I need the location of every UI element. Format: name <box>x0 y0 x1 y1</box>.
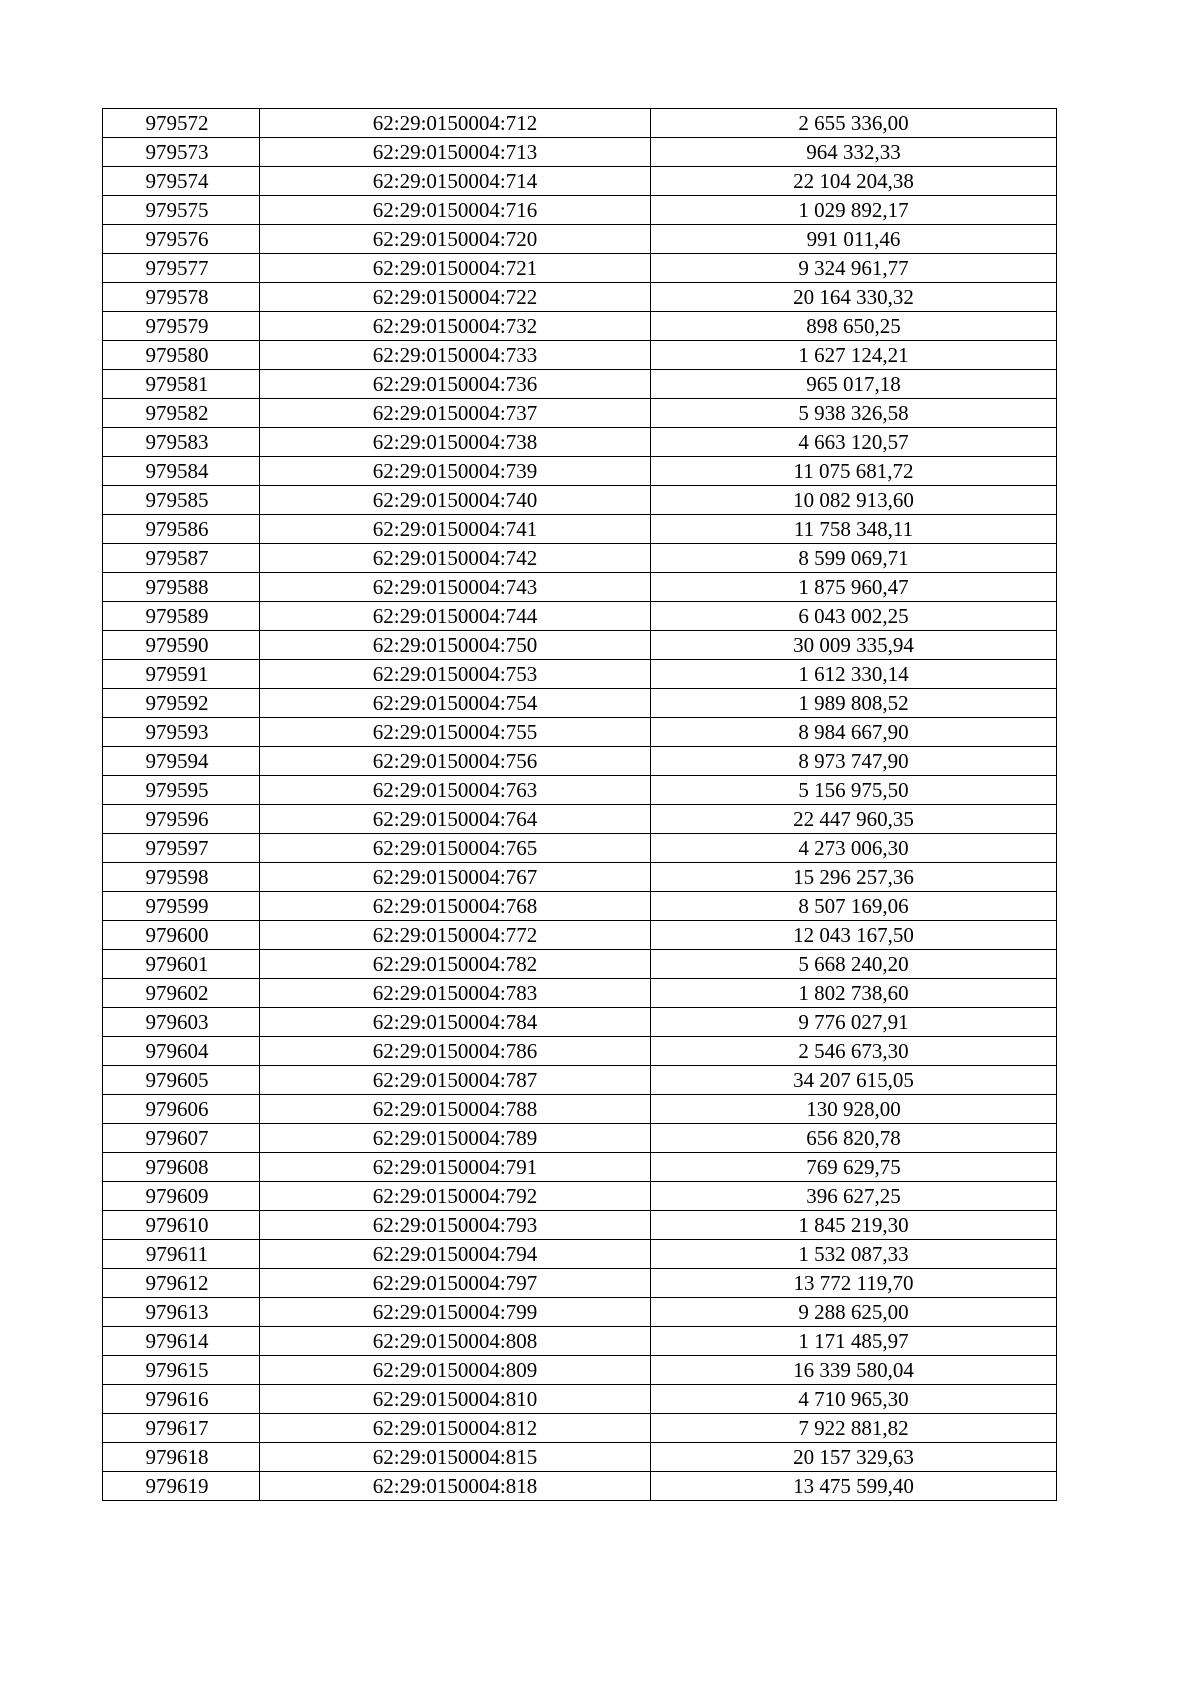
table-row <box>103 1095 1057 1124</box>
row-number-cell: 979593 <box>103 718 260 747</box>
row-number-cell: 979608 <box>103 1153 260 1182</box>
row-number-cell: 979615 <box>103 1356 260 1385</box>
row-number-cell: 979591 <box>103 660 260 689</box>
cadastral-number-cell: 62:29:0150004:740 <box>260 486 651 515</box>
cadastral-number-cell: 62:29:0150004:787 <box>260 1066 651 1095</box>
cadastral-value-cell: 6 043 002,25 <box>651 602 1057 631</box>
row-number-cell: 979614 <box>103 1327 260 1356</box>
cadastral-value-cell: 12 043 167,50 <box>651 921 1057 950</box>
row-number-cell: 979619 <box>103 1472 260 1501</box>
cadastral-value-cell: 396 627,25 <box>651 1182 1057 1211</box>
cadastral-value-cell: 13 475 599,40 <box>651 1472 1057 1501</box>
table-row <box>103 486 1057 515</box>
row-number-cell: 979613 <box>103 1298 260 1327</box>
cadastral-number-cell: 62:29:0150004:750 <box>260 631 651 660</box>
row-number-cell: 979572 <box>103 109 260 138</box>
row-number-cell: 979573 <box>103 138 260 167</box>
cadastral-value-cell: 10 082 913,60 <box>651 486 1057 515</box>
cadastral-value-cell: 1 989 808,52 <box>651 689 1057 718</box>
cadastral-value-cell: 1 627 124,21 <box>651 341 1057 370</box>
table-row <box>103 370 1057 399</box>
cadastral-value-cell: 1 532 087,33 <box>651 1240 1057 1269</box>
table-row <box>103 109 1057 138</box>
cadastral-number-cell: 62:29:0150004:791 <box>260 1153 651 1182</box>
cadastral-number-cell: 62:29:0150004:799 <box>260 1298 651 1327</box>
row-number-cell: 979589 <box>103 602 260 631</box>
table-row <box>103 312 1057 341</box>
row-number-cell: 979607 <box>103 1124 260 1153</box>
row-number-cell: 979618 <box>103 1443 260 1472</box>
table-row <box>103 805 1057 834</box>
cadastral-number-cell: 62:29:0150004:815 <box>260 1443 651 1472</box>
table-row <box>103 892 1057 921</box>
cadastral-value-cell: 964 332,33 <box>651 138 1057 167</box>
table-row <box>103 1124 1057 1153</box>
table-row <box>103 660 1057 689</box>
cadastral-number-cell: 62:29:0150004:768 <box>260 892 651 921</box>
table-row <box>103 1269 1057 1298</box>
row-number-cell: 979580 <box>103 341 260 370</box>
cadastral-value-cell: 4 710 965,30 <box>651 1385 1057 1414</box>
cadastral-value-cell: 20 164 330,32 <box>651 283 1057 312</box>
row-number-cell: 979610 <box>103 1211 260 1240</box>
table-row <box>103 1298 1057 1327</box>
table-row <box>103 138 1057 167</box>
cadastral-number-cell: 62:29:0150004:741 <box>260 515 651 544</box>
cadastral-value-cell: 4 273 006,30 <box>651 834 1057 863</box>
table-row <box>103 457 1057 486</box>
row-number-cell: 979602 <box>103 979 260 1008</box>
cadastral-number-cell: 62:29:0150004:743 <box>260 573 651 602</box>
row-number-cell: 979586 <box>103 515 260 544</box>
cadastral-number-cell: 62:29:0150004:763 <box>260 776 651 805</box>
cadastral-number-cell: 62:29:0150004:755 <box>260 718 651 747</box>
table-row <box>103 1066 1057 1095</box>
cadastral-value-cell: 1 875 960,47 <box>651 573 1057 602</box>
cadastral-value-cell: 1 802 738,60 <box>651 979 1057 1008</box>
row-number-cell: 979588 <box>103 573 260 602</box>
table-row <box>103 1153 1057 1182</box>
cadastral-number-cell: 62:29:0150004:744 <box>260 602 651 631</box>
table-row <box>103 341 1057 370</box>
table-row <box>103 1037 1057 1066</box>
cadastral-number-cell: 62:29:0150004:765 <box>260 834 651 863</box>
cadastral-number-cell: 62:29:0150004:742 <box>260 544 651 573</box>
table-row <box>103 1472 1057 1501</box>
cadastral-value-cell: 11 758 348,11 <box>651 515 1057 544</box>
table-row <box>103 225 1057 254</box>
cadastral-value-cell: 1 845 219,30 <box>651 1211 1057 1240</box>
cadastral-number-cell: 62:29:0150004:783 <box>260 979 651 1008</box>
cadastral-number-cell: 62:29:0150004:722 <box>260 283 651 312</box>
cadastral-number-cell: 62:29:0150004:793 <box>260 1211 651 1240</box>
row-number-cell: 979587 <box>103 544 260 573</box>
cadastral-number-cell: 62:29:0150004:808 <box>260 1327 651 1356</box>
table-row <box>103 196 1057 225</box>
cadastral-number-cell: 62:29:0150004:720 <box>260 225 651 254</box>
row-number-cell: 979601 <box>103 950 260 979</box>
row-number-cell: 979600 <box>103 921 260 950</box>
table-row <box>103 1356 1057 1385</box>
row-number-cell: 979594 <box>103 747 260 776</box>
cadastral-number-cell: 62:29:0150004:812 <box>260 1414 651 1443</box>
table-row <box>103 254 1057 283</box>
cadastral-number-cell: 62:29:0150004:784 <box>260 1008 651 1037</box>
cadastral-value-cell: 769 629,75 <box>651 1153 1057 1182</box>
row-number-cell: 979599 <box>103 892 260 921</box>
table-row <box>103 689 1057 718</box>
table-row <box>103 1240 1057 1269</box>
table-row <box>103 747 1057 776</box>
table-row <box>103 921 1057 950</box>
cadastral-number-cell: 62:29:0150004:789 <box>260 1124 651 1153</box>
row-number-cell: 979579 <box>103 312 260 341</box>
table-row <box>103 602 1057 631</box>
cadastral-value-cell: 13 772 119,70 <box>651 1269 1057 1298</box>
cadastral-value-cell: 5 156 975,50 <box>651 776 1057 805</box>
row-number-cell: 979582 <box>103 399 260 428</box>
row-number-cell: 979574 <box>103 167 260 196</box>
table-row <box>103 834 1057 863</box>
table-row <box>103 950 1057 979</box>
table-row <box>103 1008 1057 1037</box>
cadastral-number-cell: 62:29:0150004:738 <box>260 428 651 457</box>
row-number-cell: 979595 <box>103 776 260 805</box>
cadastral-number-cell: 62:29:0150004:736 <box>260 370 651 399</box>
cadastral-value-cell: 130 928,00 <box>651 1095 1057 1124</box>
cadastral-value-cell: 22 104 204,38 <box>651 167 1057 196</box>
table-row <box>103 979 1057 1008</box>
cadastral-value-cell: 2 546 673,30 <box>651 1037 1057 1066</box>
row-number-cell: 979605 <box>103 1066 260 1095</box>
row-number-cell: 979585 <box>103 486 260 515</box>
cadastral-value-table <box>102 108 1057 1501</box>
cadastral-number-cell: 62:29:0150004:810 <box>260 1385 651 1414</box>
row-number-cell: 979581 <box>103 370 260 399</box>
table-row <box>103 544 1057 573</box>
cadastral-number-cell: 62:29:0150004:792 <box>260 1182 651 1211</box>
row-number-cell: 979606 <box>103 1095 260 1124</box>
table-row <box>103 515 1057 544</box>
cadastral-number-cell: 62:29:0150004:797 <box>260 1269 651 1298</box>
table-row <box>103 428 1057 457</box>
table-row <box>103 1385 1057 1414</box>
table-row <box>103 863 1057 892</box>
table-row <box>103 1182 1057 1211</box>
cadastral-number-cell: 62:29:0150004:737 <box>260 399 651 428</box>
table-row <box>103 1211 1057 1240</box>
row-number-cell: 979577 <box>103 254 260 283</box>
cadastral-value-cell: 20 157 329,63 <box>651 1443 1057 1472</box>
cadastral-value-cell: 965 017,18 <box>651 370 1057 399</box>
cadastral-number-cell: 62:29:0150004:767 <box>260 863 651 892</box>
cadastral-value-cell: 1 029 892,17 <box>651 196 1057 225</box>
cadastral-number-cell: 62:29:0150004:772 <box>260 921 651 950</box>
table-row <box>103 776 1057 805</box>
table-row <box>103 399 1057 428</box>
cadastral-value-cell: 9 288 625,00 <box>651 1298 1057 1327</box>
row-number-cell: 979578 <box>103 283 260 312</box>
cadastral-value-cell: 656 820,78 <box>651 1124 1057 1153</box>
row-number-cell: 979575 <box>103 196 260 225</box>
table-body <box>103 109 1057 1501</box>
table-row <box>103 1414 1057 1443</box>
cadastral-value-cell: 7 922 881,82 <box>651 1414 1057 1443</box>
table-row <box>103 573 1057 602</box>
cadastral-number-cell: 62:29:0150004:756 <box>260 747 651 776</box>
table-row <box>103 1443 1057 1472</box>
cadastral-value-cell: 8 507 169,06 <box>651 892 1057 921</box>
cadastral-number-cell: 62:29:0150004:794 <box>260 1240 651 1269</box>
cadastral-value-cell: 1 612 330,14 <box>651 660 1057 689</box>
cadastral-value-cell: 11 075 681,72 <box>651 457 1057 486</box>
cadastral-value-cell: 5 938 326,58 <box>651 399 1057 428</box>
row-number-cell: 979592 <box>103 689 260 718</box>
row-number-cell: 979604 <box>103 1037 260 1066</box>
row-number-cell: 979609 <box>103 1182 260 1211</box>
cadastral-number-cell: 62:29:0150004:721 <box>260 254 651 283</box>
cadastral-value-cell: 8 599 069,71 <box>651 544 1057 573</box>
cadastral-value-cell: 1 171 485,97 <box>651 1327 1057 1356</box>
cadastral-value-cell: 991 011,46 <box>651 225 1057 254</box>
cadastral-value-cell: 8 973 747,90 <box>651 747 1057 776</box>
cadastral-number-cell: 62:29:0150004:788 <box>260 1095 651 1124</box>
row-number-cell: 979612 <box>103 1269 260 1298</box>
cadastral-value-cell: 16 339 580,04 <box>651 1356 1057 1385</box>
row-number-cell: 979598 <box>103 863 260 892</box>
cadastral-number-cell: 62:29:0150004:713 <box>260 138 651 167</box>
cadastral-number-cell: 62:29:0150004:716 <box>260 196 651 225</box>
cadastral-number-cell: 62:29:0150004:786 <box>260 1037 651 1066</box>
cadastral-number-cell: 62:29:0150004:733 <box>260 341 651 370</box>
cadastral-value-cell: 2 655 336,00 <box>651 109 1057 138</box>
row-number-cell: 979576 <box>103 225 260 254</box>
cadastral-number-cell: 62:29:0150004:809 <box>260 1356 651 1385</box>
row-number-cell: 979596 <box>103 805 260 834</box>
cadastral-value-cell: 34 207 615,05 <box>651 1066 1057 1095</box>
cadastral-number-cell: 62:29:0150004:753 <box>260 660 651 689</box>
cadastral-value-cell: 4 663 120,57 <box>651 428 1057 457</box>
cadastral-value-cell: 8 984 667,90 <box>651 718 1057 747</box>
table-row <box>103 283 1057 312</box>
cadastral-value-cell: 9 776 027,91 <box>651 1008 1057 1037</box>
row-number-cell: 979583 <box>103 428 260 457</box>
cadastral-value-cell: 22 447 960,35 <box>651 805 1057 834</box>
row-number-cell: 979597 <box>103 834 260 863</box>
row-number-cell: 979611 <box>103 1240 260 1269</box>
cadastral-number-cell: 62:29:0150004:764 <box>260 805 651 834</box>
cadastral-value-cell: 9 324 961,77 <box>651 254 1057 283</box>
table-row <box>103 1327 1057 1356</box>
cadastral-value-cell: 30 009 335,94 <box>651 631 1057 660</box>
row-number-cell: 979590 <box>103 631 260 660</box>
row-number-cell: 979603 <box>103 1008 260 1037</box>
table-row <box>103 631 1057 660</box>
table-row <box>103 167 1057 196</box>
cadastral-number-cell: 62:29:0150004:739 <box>260 457 651 486</box>
cadastral-number-cell: 62:29:0150004:712 <box>260 109 651 138</box>
row-number-cell: 979616 <box>103 1385 260 1414</box>
row-number-cell: 979617 <box>103 1414 260 1443</box>
cadastral-value-cell: 15 296 257,36 <box>651 863 1057 892</box>
cadastral-number-cell: 62:29:0150004:818 <box>260 1472 651 1501</box>
cadastral-value-cell: 5 668 240,20 <box>651 950 1057 979</box>
cadastral-value-cell: 898 650,25 <box>651 312 1057 341</box>
cadastral-number-cell: 62:29:0150004:714 <box>260 167 651 196</box>
row-number-cell: 979584 <box>103 457 260 486</box>
cadastral-number-cell: 62:29:0150004:754 <box>260 689 651 718</box>
cadastral-number-cell: 62:29:0150004:782 <box>260 950 651 979</box>
table-row <box>103 718 1057 747</box>
cadastral-number-cell: 62:29:0150004:732 <box>260 312 651 341</box>
